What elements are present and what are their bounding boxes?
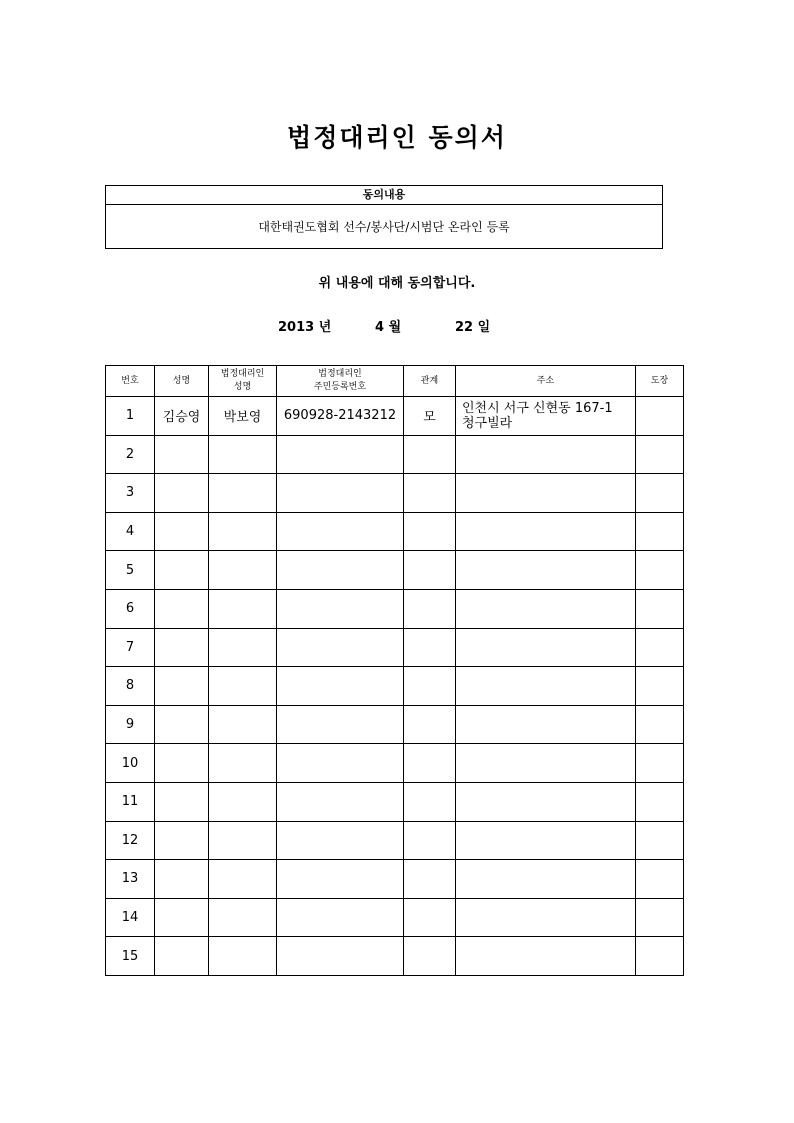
cell-address: [456, 705, 636, 744]
cell-seal: [636, 744, 684, 783]
cell-name: [155, 474, 209, 513]
cell-address: [456, 397, 636, 436]
cell-name: [155, 744, 209, 783]
cell-no: 8: [106, 667, 155, 706]
table-row: [106, 628, 684, 667]
cell-address: [456, 551, 636, 590]
table-header-row: [106, 366, 684, 397]
consent-header: 동의내용: [106, 186, 662, 205]
cell-seal: [636, 860, 684, 899]
cell-relation: [404, 667, 456, 706]
header-name: 성명: [155, 366, 209, 397]
cell-no: 12: [106, 821, 155, 860]
header-address: 주소: [456, 366, 636, 397]
table-row: [106, 937, 684, 976]
cell-guardian-id: [277, 474, 404, 513]
cell-guardian-id: [277, 589, 404, 628]
cell-guardian-name: [209, 782, 277, 821]
cell-relation: [404, 782, 456, 821]
header-guardian-name-line1: 법정대리인: [220, 369, 265, 379]
table-row: [106, 744, 684, 783]
header-relation: 관계: [404, 366, 456, 397]
table-row: [106, 821, 684, 860]
cell-seal: [636, 821, 684, 860]
cell-guardian-id: [277, 667, 404, 706]
cell-address: [456, 474, 636, 513]
cell-relation: [404, 937, 456, 976]
cell-no: 9: [106, 705, 155, 744]
cell-guardian-id: [277, 628, 404, 667]
address-line2: 청구빌라: [462, 415, 513, 431]
cell-relation: [404, 512, 456, 551]
cell-name: [155, 937, 209, 976]
cell-relation: [404, 628, 456, 667]
cell-seal: [636, 628, 684, 667]
cell-seal: [636, 551, 684, 590]
cell-address: [456, 898, 636, 937]
table-row: [106, 397, 684, 436]
cell-relation: [404, 821, 456, 860]
cell-no: 15: [106, 937, 155, 976]
table-row: [106, 474, 684, 513]
cell-name: 김승영: [155, 397, 209, 436]
cell-seal: [636, 512, 684, 551]
cell-seal: [636, 898, 684, 937]
cell-relation: [404, 589, 456, 628]
cell-guardian-name: [209, 705, 277, 744]
consent-box: [105, 185, 663, 249]
cell-guardian-name: [209, 551, 277, 590]
cell-no: 6: [106, 589, 155, 628]
consent-body: 대한태권도협회 선수/봉사단/시범단 온라인 등록: [258, 220, 510, 234]
cell-guardian-name: [209, 628, 277, 667]
cell-name: [155, 898, 209, 937]
cell-guardian-id: 690928-2143212: [277, 397, 404, 436]
cell-name: [155, 435, 209, 474]
cell-no: 5: [106, 551, 155, 590]
cell-no: 7: [106, 628, 155, 667]
cell-relation: [404, 551, 456, 590]
cell-guardian-name: [209, 898, 277, 937]
date-day: 22 일: [455, 320, 491, 335]
cell-guardian-name: [209, 435, 277, 474]
header-seal: 도장: [636, 366, 684, 397]
cell-no: 13: [106, 860, 155, 899]
guardian-table: [105, 365, 684, 976]
cell-relation: 모: [404, 397, 456, 436]
date-month: 4 월: [375, 320, 402, 335]
cell-relation: [404, 705, 456, 744]
cell-address: [456, 937, 636, 976]
cell-name: [155, 782, 209, 821]
cell-address: [456, 435, 636, 474]
cell-guardian-name: 박보영: [209, 397, 277, 436]
cell-relation: [404, 744, 456, 783]
header-guardian-id: [277, 366, 404, 397]
cell-no: 2: [106, 435, 155, 474]
header-no: 번호: [106, 366, 155, 397]
cell-seal: [636, 667, 684, 706]
header-guardian-id-line2: 주민등록번호: [313, 382, 367, 392]
cell-no: 14: [106, 898, 155, 937]
header-guardian-name: [209, 366, 277, 397]
cell-name: [155, 667, 209, 706]
cell-seal: [636, 435, 684, 474]
cell-seal: [636, 705, 684, 744]
cell-seal: [636, 782, 684, 821]
table-row: [106, 512, 684, 551]
cell-name: [155, 821, 209, 860]
cell-address: [456, 821, 636, 860]
cell-seal: [636, 937, 684, 976]
cell-address: [456, 860, 636, 899]
cell-guardian-id: [277, 821, 404, 860]
document-title: 법정대리인 동의서: [287, 123, 507, 152]
cell-no: 1: [106, 397, 155, 436]
cell-guardian-name: [209, 474, 277, 513]
cell-guardian-id: [277, 860, 404, 899]
cell-guardian-id: [277, 705, 404, 744]
cell-guardian-id: [277, 551, 404, 590]
cell-name: [155, 705, 209, 744]
cell-address: [456, 628, 636, 667]
cell-no: 4: [106, 512, 155, 551]
cell-guardian-id: [277, 744, 404, 783]
cell-name: [155, 512, 209, 551]
cell-relation: [404, 898, 456, 937]
cell-guardian-name: [209, 589, 277, 628]
cell-name: [155, 860, 209, 899]
date-year: 2013 년: [278, 320, 332, 335]
table-row: [106, 782, 684, 821]
table-row: [106, 435, 684, 474]
table-row: [106, 551, 684, 590]
cell-guardian-name: [209, 512, 277, 551]
cell-no: 10: [106, 744, 155, 783]
cell-guardian-name: [209, 937, 277, 976]
cell-seal: [636, 474, 684, 513]
cell-address: [456, 589, 636, 628]
cell-address: [456, 512, 636, 551]
cell-guardian-name: [209, 667, 277, 706]
table-row: [106, 589, 684, 628]
cell-no: 3: [106, 474, 155, 513]
cell-relation: [404, 435, 456, 474]
cell-guardian-name: [209, 821, 277, 860]
header-guardian-id-line1: 법정대리인: [318, 369, 362, 379]
address-line1: 인천시 서구 신현동 167-1: [462, 400, 613, 416]
cell-guardian-id: [277, 435, 404, 474]
table-row: [106, 898, 684, 937]
cell-address: [456, 782, 636, 821]
cell-name: [155, 628, 209, 667]
header-guardian-name-line2: 성명: [233, 382, 252, 392]
table-row: [106, 667, 684, 706]
cell-guardian-id: [277, 937, 404, 976]
cell-address: [456, 667, 636, 706]
table-row: [106, 705, 684, 744]
cell-name: [155, 589, 209, 628]
cell-relation: [404, 474, 456, 513]
cell-guardian-name: [209, 744, 277, 783]
table-row: [106, 860, 684, 899]
cell-address: [456, 744, 636, 783]
cell-relation: [404, 860, 456, 899]
cell-name: [155, 551, 209, 590]
agreement-statement: 위 내용에 대해 동의합니다.: [318, 276, 476, 291]
cell-guardian-id: [277, 782, 404, 821]
cell-no: 11: [106, 782, 155, 821]
cell-guardian-id: [277, 898, 404, 937]
cell-guardian-name: [209, 860, 277, 899]
cell-guardian-id: [277, 512, 404, 551]
cell-seal: [636, 397, 684, 436]
cell-seal: [636, 589, 684, 628]
